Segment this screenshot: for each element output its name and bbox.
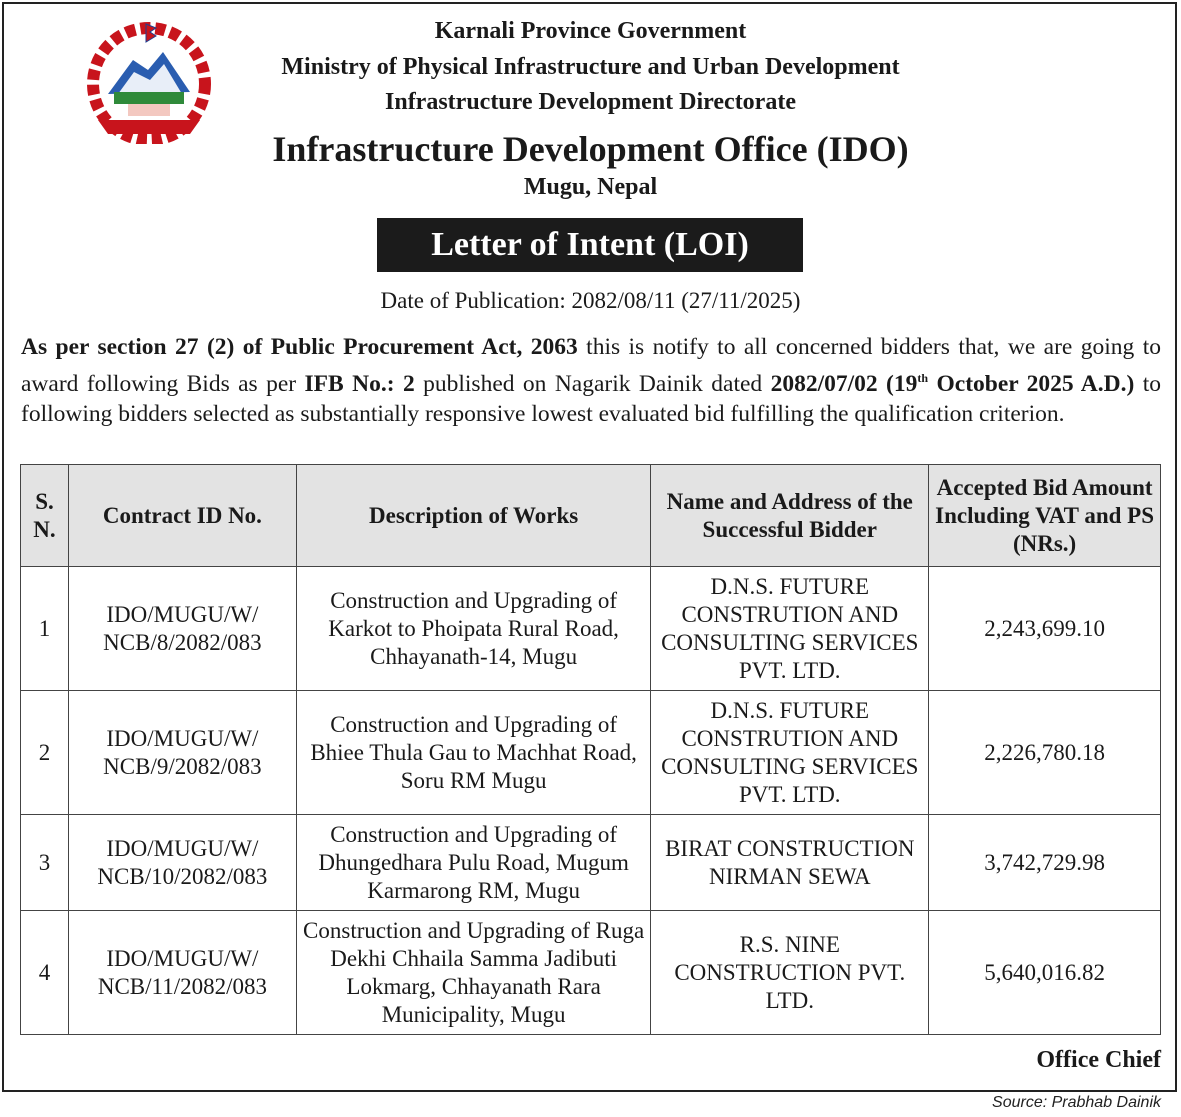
cell-sn: 2 — [21, 691, 69, 815]
directorate-name: Infrastructure Development Directorate — [385, 89, 796, 115]
signatory: Office Chief — [1036, 1047, 1161, 1073]
ifb-date: 2082/07/02 (19 — [770, 370, 918, 397]
cell-amount: 5,640,016.82 — [929, 911, 1161, 1035]
ministry-name: Ministry of Physical Infrastructure and Urban Development — [281, 54, 900, 80]
cell-description: Construction and Upgrading of Karkot to Phoipata Rural Road, Chhayanath-14, Mugu — [296, 567, 651, 691]
ifb-date-ad: October 2025 A.D.) — [936, 370, 1135, 397]
table-header-row — [21, 465, 1161, 567]
cell-sn: 4 — [21, 911, 69, 1035]
cell-bidder: D.N.S. FUTURE CONSTRUTION AND CONSULTING SERVICES PVT. LTD. — [651, 567, 929, 691]
col-contract-id: Contract ID No. — [68, 465, 296, 567]
cell-amount: 2,226,780.18 — [929, 691, 1161, 815]
cell-description: Construction and Upgrading of Dhungedhara Pulu Road, Mugum Karmarong RM, Mugu — [296, 815, 651, 911]
cell-contract-id: IDO/MUGU/W/ NCB/11/2082/083 — [68, 911, 296, 1035]
office-location: Mugu, Nepal — [523, 174, 658, 200]
award-table — [20, 464, 1161, 1035]
table-row — [21, 911, 1161, 1035]
col-bidder: Name and Address of the Successful Bidder — [651, 465, 929, 567]
cell-amount: 2,243,699.10 — [929, 567, 1161, 691]
cell-contract-id: IDO/MUGU/W/ NCB/8/2082/083 — [68, 567, 296, 691]
ordinal-suffix: th — [917, 370, 929, 385]
col-sn: S. N. — [21, 465, 69, 567]
table-row — [21, 815, 1161, 911]
col-amount: Accepted Bid Amount Including VAT and PS (NRs.) — [929, 465, 1161, 567]
cell-sn: 1 — [21, 567, 69, 691]
notice-title: Letter of Intent (LOI) — [377, 218, 803, 272]
office-name: Infrastructure Development Office (IDO) — [272, 129, 909, 169]
act-reference: As per section 27 (2) of Public Procurement Act, 2063 — [21, 334, 578, 360]
cell-bidder: BIRAT CONSTRUCTION NIRMAN SEWA — [651, 815, 929, 911]
cell-amount: 3,742,729.98 — [929, 815, 1161, 911]
ifb-number: IFB No.: 2 — [304, 370, 415, 397]
cell-contract-id: IDO/MUGU/W/ NCB/9/2082/083 — [68, 691, 296, 815]
paragraph-text: this is notify to all concerned bidders that, we are going to award following Bids as per — [21, 334, 1161, 397]
cell-sn: 3 — [21, 815, 69, 911]
table-row — [21, 691, 1161, 815]
cell-description: Construction and Upgrading of Bhiee Thula Gau to Machhat Road, Soru RM Mugu — [296, 691, 651, 815]
notice-paragraph — [21, 332, 1161, 429]
col-description: Description of Works — [296, 465, 651, 567]
cell-contract-id: IDO/MUGU/W/ NCB/10/2082/083 — [68, 815, 296, 911]
cell-bidder: D.N.S. FUTURE CONSTRUTION AND CONSULTING SERVICES PVT. LTD. — [651, 691, 929, 815]
publication-date: Date of Publication: 2082/08/11 (27/11/2025) — [380, 288, 801, 313]
cell-bidder: R.S. NINE CONSTRUCTION PVT. LTD. — [651, 911, 929, 1035]
paragraph-text: published on Nagarik Dainik dated — [414, 370, 771, 397]
source-credit: Source: Prabhab Dainik — [992, 1094, 1161, 1111]
table-row — [21, 567, 1161, 691]
paragraph-text: to following bidders selected as substantially responsive lowest evaluated bid fulfilling the qualification criterion. — [21, 370, 1162, 427]
cell-description: Construction and Upgrading of Ruga Dekhi Chhaila Samma Jadibuti Lokmarg, Chhayanath Rara Municipality, Mugu — [296, 911, 651, 1035]
province-name: Karnali Province Government — [434, 18, 747, 44]
